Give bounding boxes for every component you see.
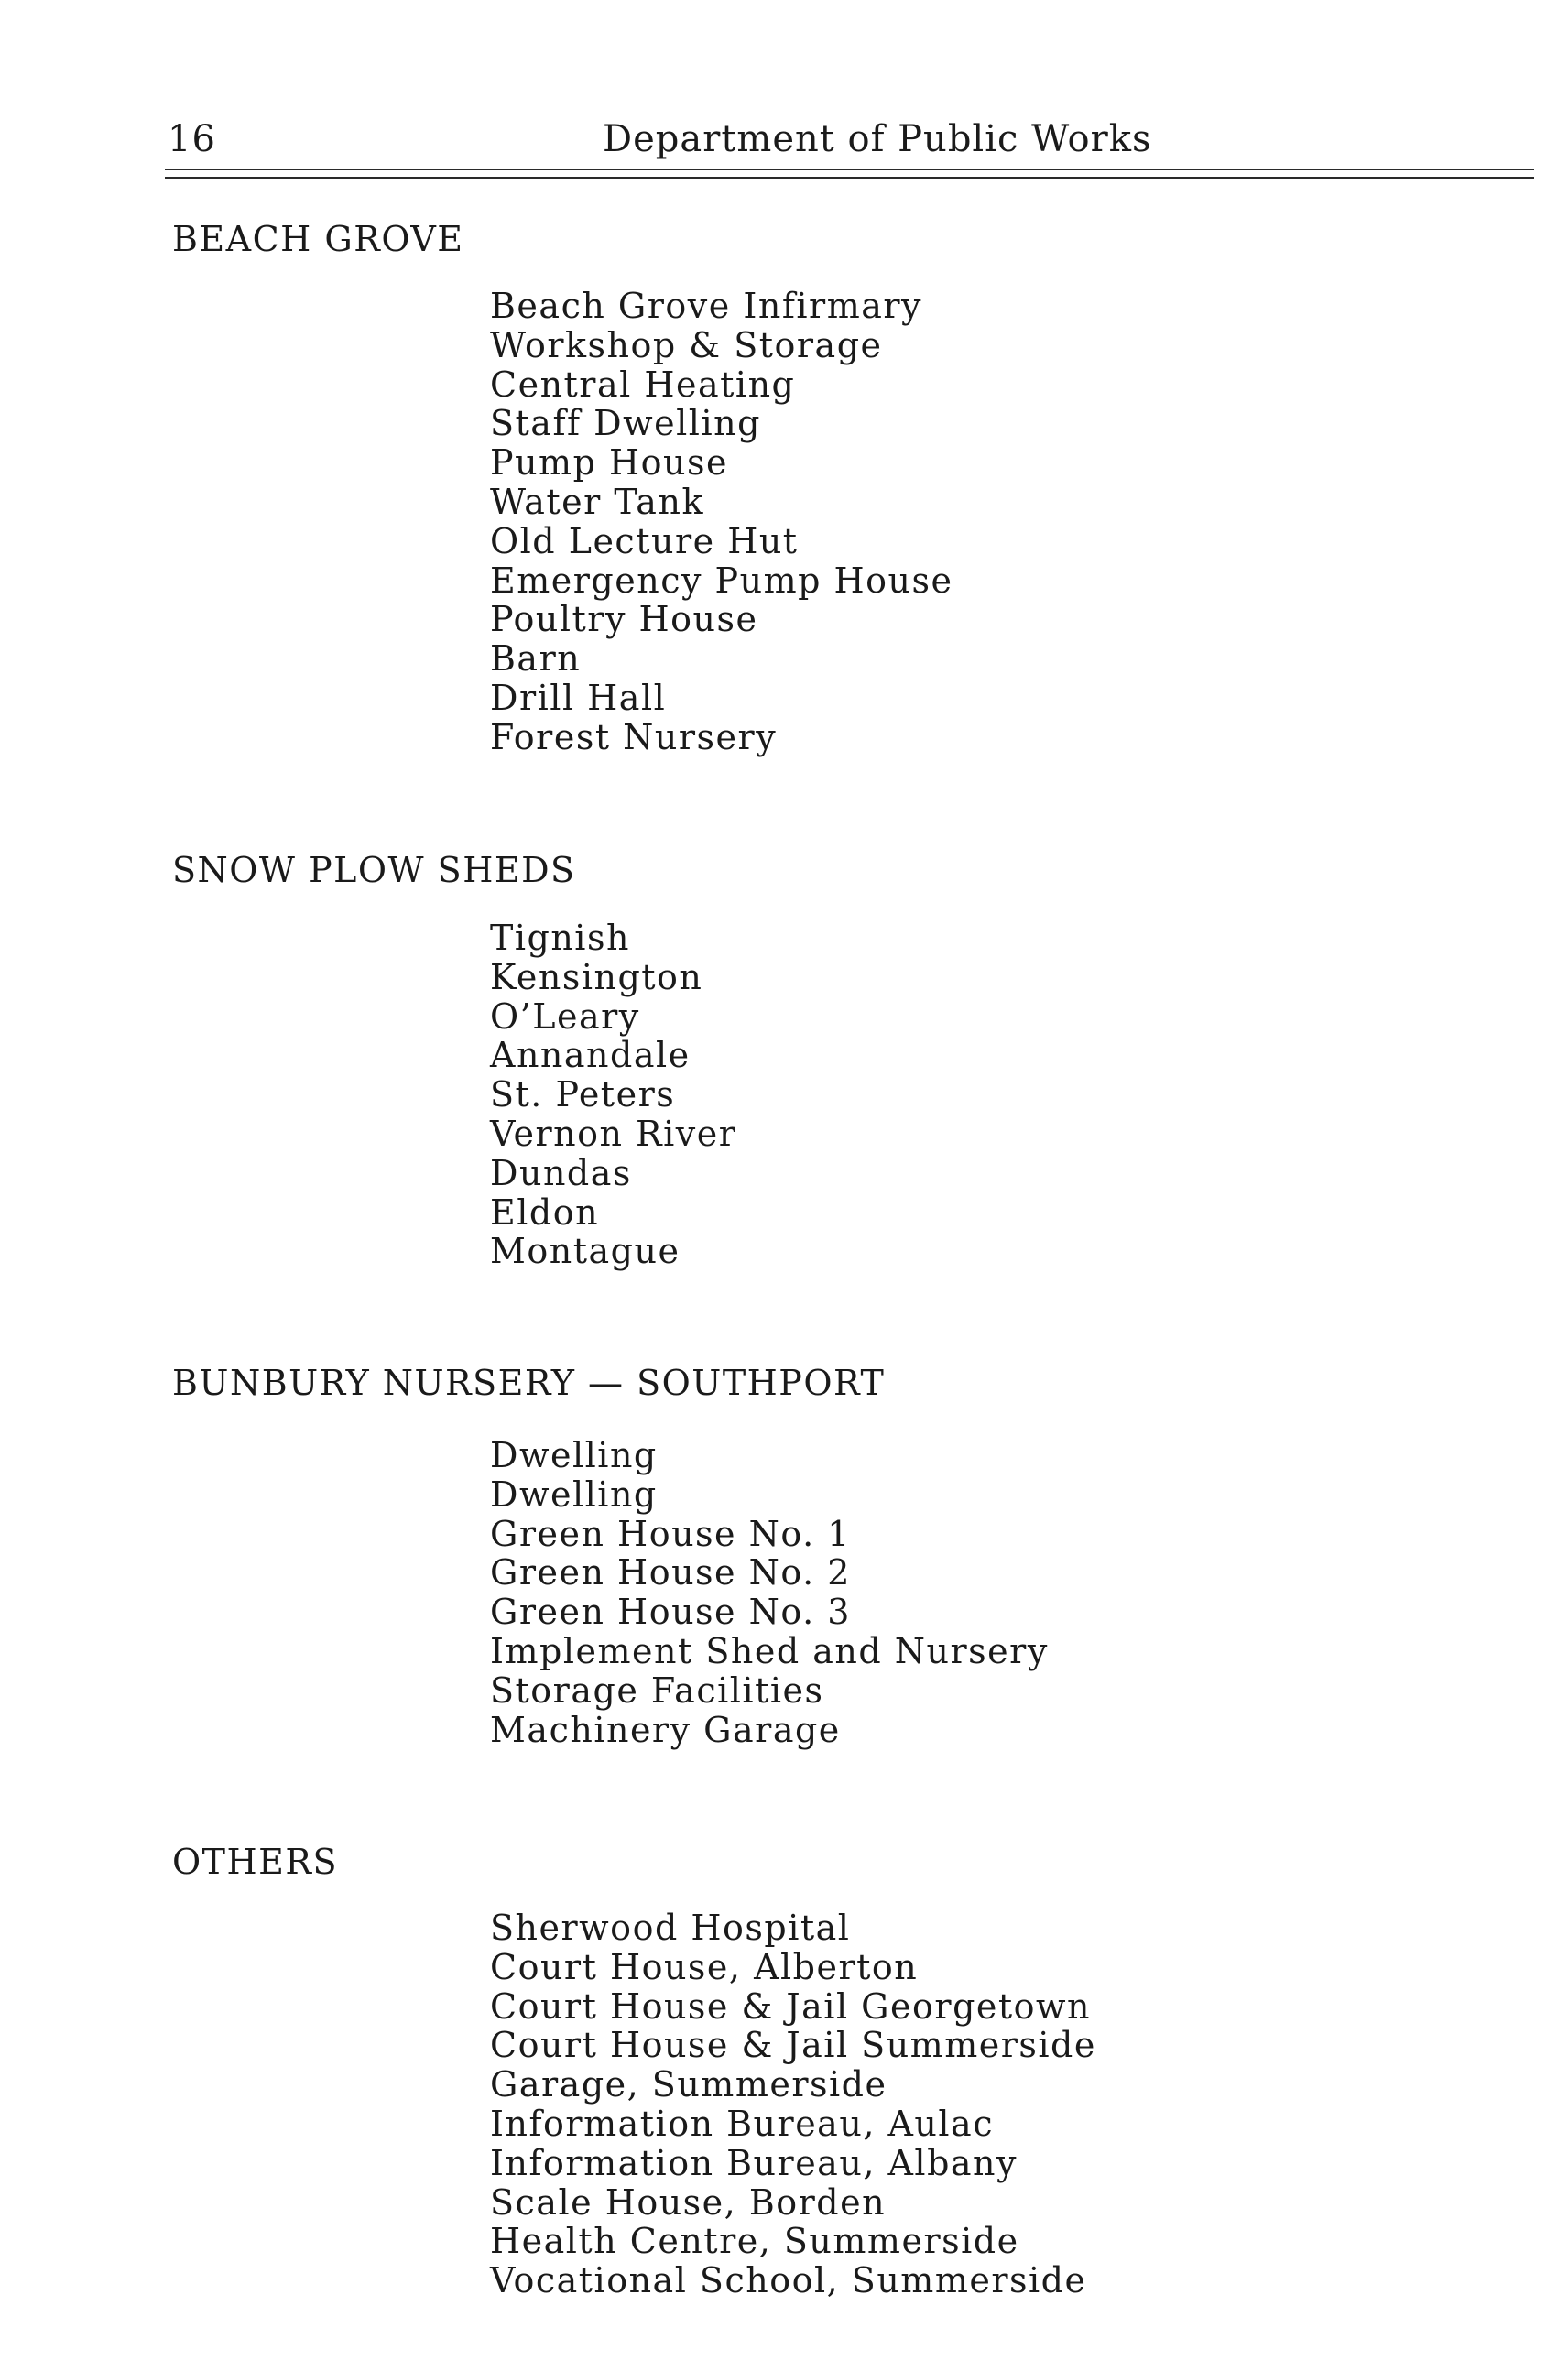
list-item: Scale House, Borden — [490, 2181, 887, 2223]
list-item: Information Bureau, Albany — [490, 2142, 1018, 2183]
section-list-beach-grove — [490, 287, 953, 757]
list-item: Poultry House — [490, 599, 758, 640]
list-item: Montague — [490, 1231, 681, 1272]
list-item: Court House & Jail Georgetown — [490, 1985, 1092, 2027]
list-item: Water Tank — [490, 481, 704, 522]
section-heading-beach-grove: BEACH GROVE — [172, 219, 464, 259]
section-heading-others: OTHERS — [172, 1842, 339, 1882]
list-item: Forest Nursery — [490, 716, 778, 757]
list-item: Pump House — [490, 442, 728, 484]
section-list-snow-plow-sheds — [490, 919, 736, 1271]
list-item: Dwelling — [490, 1435, 658, 1475]
list-item: Central Heating — [490, 364, 796, 405]
list-item: Health Centre, Summerside — [490, 2221, 1019, 2262]
list-item: Machinery Garage — [490, 1709, 841, 1750]
section-heading-snow-plow-sheds: SNOW PLOW SHEDS — [172, 850, 576, 890]
list-item: Eldon — [490, 1191, 600, 1233]
list-item: Garage, Summerside — [490, 2064, 887, 2105]
list-item: Vocational School, Summerside — [490, 2260, 1087, 2301]
list-item: Green House No. 3 — [490, 1592, 851, 1633]
list-item: Beach Grove Infirmary — [490, 286, 923, 326]
list-item: Storage Facilities — [490, 1669, 824, 1711]
list-item: Implement Shed and Nursery — [490, 1630, 1049, 1671]
list-item: Sherwood Hospital — [490, 1908, 851, 1948]
list-item: Kensington — [490, 956, 703, 997]
list-item: O’Leary — [490, 995, 640, 1037]
page-header — [168, 112, 1532, 167]
list-item: Dwelling — [490, 1474, 658, 1515]
list-item: St. Peters — [490, 1074, 676, 1115]
page-number: 16 — [168, 118, 216, 160]
list-item: Emergency Pump House — [490, 560, 953, 601]
list-item: Court House & Jail Summerside — [490, 2025, 1096, 2066]
list-item: Annandale — [490, 1035, 691, 1076]
header-rule-double — [165, 177, 1534, 179]
list-item: Information Bureau, Aulac — [490, 2103, 994, 2144]
list-item: Workshop & Storage — [490, 324, 883, 365]
list-item: Court House, Alberton — [490, 1946, 919, 1987]
list-item: Drill Hall — [490, 677, 667, 718]
list-item: Staff Dwelling — [490, 403, 761, 444]
list-item: Old Lecture Hut — [490, 520, 799, 561]
list-item: Green House No. 2 — [490, 1552, 851, 1593]
list-item: Tignish — [490, 918, 630, 958]
running-head: Department of Public Works — [603, 118, 1152, 160]
list-item: Green House No. 1 — [490, 1513, 851, 1554]
list-item: Dundas — [490, 1152, 632, 1193]
header-rule — [165, 169, 1534, 170]
section-heading-bunbury-nursery: BUNBURY NURSERY — SOUTHPORT — [172, 1363, 886, 1403]
list-item: Barn — [490, 638, 582, 680]
section-list-bunbury-nursery — [490, 1436, 1049, 1749]
section-list-others — [490, 1909, 1096, 2300]
list-item: Vernon River — [490, 1113, 737, 1154]
